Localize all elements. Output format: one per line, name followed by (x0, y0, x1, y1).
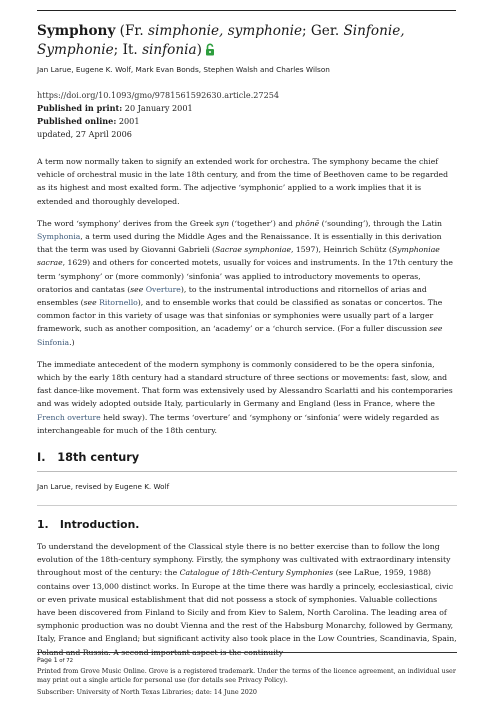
top-rule (37, 10, 456, 11)
article (37, 22, 457, 668)
link-overture[interactable]: Overture (143, 284, 181, 294)
article-title: Symphony (Fr. simphonie, symphonie; Ger. Sinfonie, Symphonie; It. sinfonia) (37, 22, 457, 62)
title-headword: Symphony (37, 23, 116, 39)
section-heading-18th-century: I. 18th century (37, 451, 457, 472)
link-ritornello[interactable]: Ritornello (96, 298, 138, 308)
section-divider (37, 505, 457, 506)
paragraph-introduction: To understand the development of the Classical style there is no better exercise than to follow the long evolution of the 18th-century symphony. Firstly, the symphony was cultivated with extraordinary intensity throughout most of the century: the Catalogue of 18th-Century Symphonies (see LaRue, 1959, 1988) contains over 13,000 distinct works. In Europe at the time there was hardly a princely, ecclesiastical, civic or even private musical establishment that did not possess a stock of symphonies. Valuable collections have been discovered from Finland to Sicily and from Kiev to Salem, North Carolina. The leading area of symphonic production was no doubt Vienna and the rest of the Habsburg Monarchy, followed by Germany, Italy, France and England; but significant activity also took place in the Low Countries, Scandinavia, Spain, (37, 542, 457, 644)
subscriber-info: Subscriber: University of North Texas Libraries; date: 14 June 2020 (37, 688, 257, 697)
updated-date: updated, 27 April 2006 (37, 129, 132, 139)
subsection-heading-introduction: 1. Introduction. (37, 518, 140, 532)
licence-note: Printed from Grove Music Online. Grove is a registered trademark. Under the terms of the licence agreement, an individual user may print out a single article for personal use (for details see Privacy Policy). (37, 667, 456, 684)
link-french-overture[interactable]: French overture (37, 412, 101, 422)
link-sinfonia[interactable]: Sinfonia (37, 337, 70, 347)
paragraph-intro: A term now normally taken to signify an extended work for orchestra. The symphony became the chief vehicle of orchestral music in the late 18th century, and from the time of Beethoven came to be regarded as its highest and most exalted form. The adjective ‘symphonic’ applied to a work implies that it is extended and thoroughly developed. (37, 157, 448, 206)
link-symphonia[interactable]: Symphonia (37, 232, 81, 242)
open-access-lock-icon (205, 43, 215, 62)
authors: Jan Larue, Eugene K. Wolf, Mark Evan Bonds, Stephen Walsh and Charles Wilson (37, 65, 330, 74)
page-footer (37, 652, 457, 696)
publication-meta (37, 89, 457, 141)
section-byline: Jan Larue, revised by Eugene K. Wolf (37, 482, 170, 492)
paragraph-etymology: The word ‘symphony’ derives from the Greek syn (‘together’) and phōnē (‘sounding’), through the Latin Symphonia, a term used during the Middle Ages and the Renaissance. It is essentially in this derivation that the term was used by Giovanni Gabrieli (Sacrae symphoniae, 1597), Heinrich Schütz (Symphoniae sacrae, 1629) and others for concerted motets, usually for voices and instruments. In the 17th century the term ‘symphony’ or (more commonly) ‘sinfonia’ was applied to introductory movements to operas, oratorios and cantatas (see Overture), to the instrumental introductions and ritornellos of arias and ensembles (see Ritornello), and to ensemble works that could be classified as sonatas or concertos. The common factor in this variety of usage was that sinfonias or symphonies were usually part of a larger framework, such as another composition, an ‘academy’ or a ‘church service. (For a fuller discussion see Sinfonia.) (37, 218, 453, 347)
doi-link[interactable]: https://doi.org/10.1093/gmo/9781561592630.article.27254 (37, 90, 280, 100)
published-online: Published online: 2001 (37, 116, 140, 126)
paragraph-antecedent: The immediate antecedent of the modern symphony is commonly considered to be the opera sinfonia, which by the early 18th century had a standard structure of three sections or movements: fast, slow, and fast dance-like movement. That form was extensively used by Alessandro Scarlatti and his contemporaries and was widely adopted outside Italy, particularly in Germany and England (less in France, where the French overture held sway). The terms ‘overture’ and ‘symphony or ‘sinfonia’ were widely regarded as interchangeable for much of the 18th century. (37, 359, 453, 435)
published-print: Published in print: 20 January 2001 (37, 103, 193, 113)
page-number: Page 1 of 72 (37, 657, 74, 664)
footer-rule (37, 652, 457, 653)
